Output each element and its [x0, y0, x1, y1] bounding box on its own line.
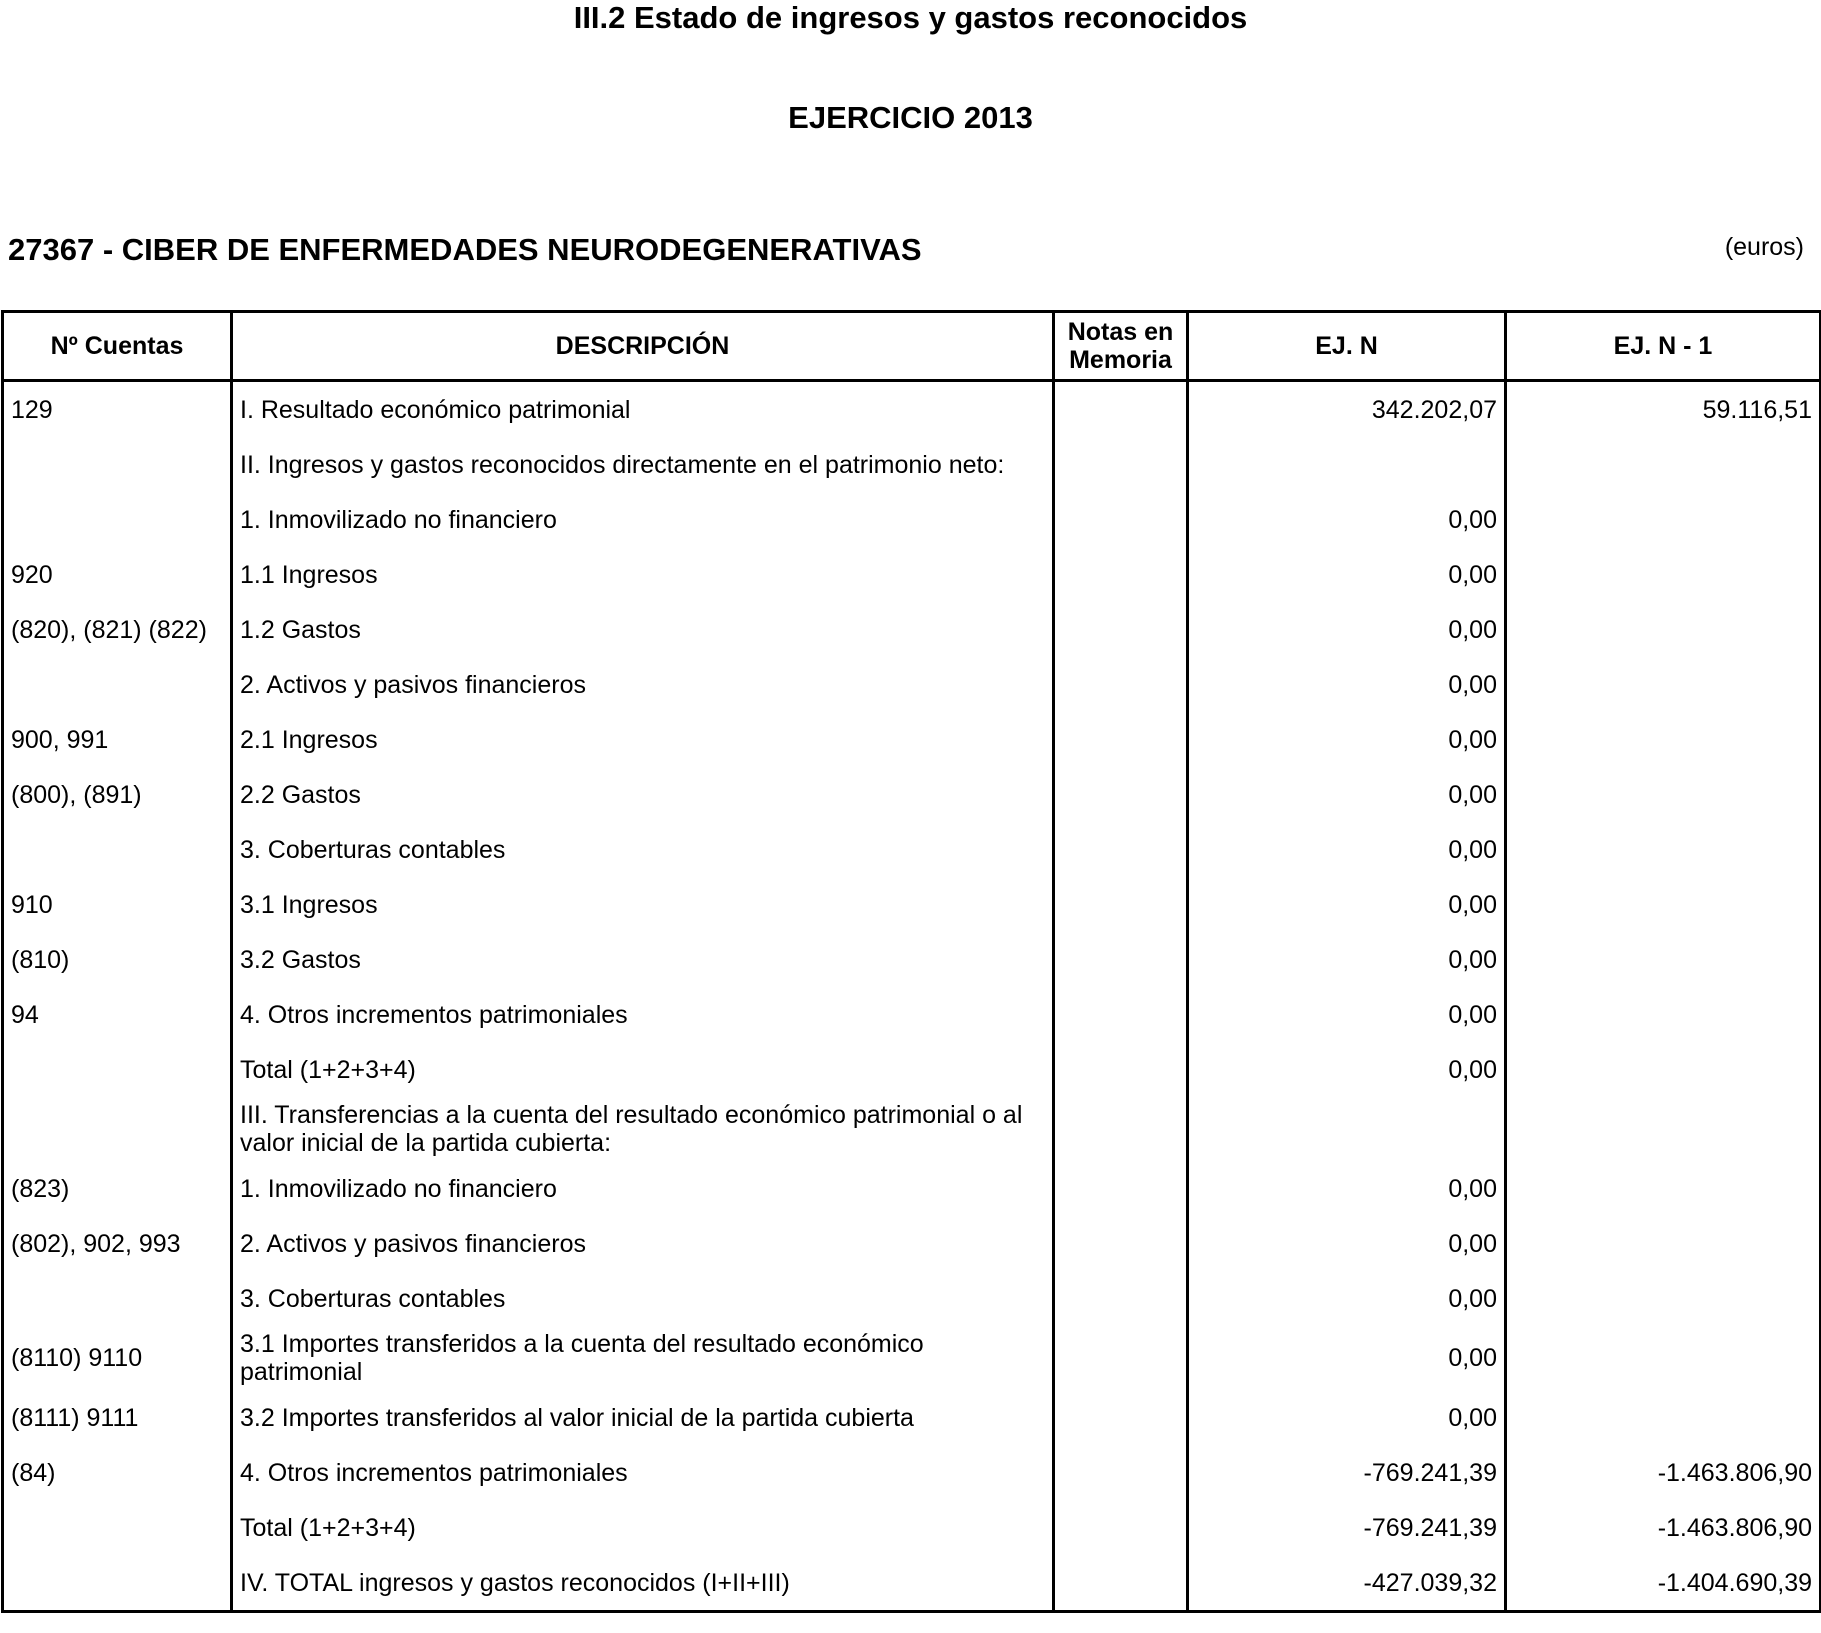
cell-current-year: 0,00	[1188, 712, 1506, 767]
cell-current-year	[1188, 1097, 1506, 1161]
cell-current-year: 0,00	[1188, 877, 1506, 932]
cell-notes	[1054, 1326, 1188, 1390]
cell-previous-year	[1506, 932, 1821, 987]
cell-notes	[1054, 1555, 1188, 1612]
cell-description: 3.2 Importes transferidos al valor inicial de la partida cubierta	[232, 1390, 1054, 1445]
cell-description: 3.1 Ingresos	[232, 877, 1054, 932]
currency-units: (euros)	[1724, 233, 1804, 261]
entity-name: 27367 - CIBER DE ENFERMEDADES NEURODEGENERATIVAS	[8, 232, 922, 267]
column-header-accounts: Nº Cuentas	[3, 312, 232, 381]
cell-accounts: (84)	[3, 1445, 232, 1500]
cell-accounts: (820), (821) (822)	[3, 602, 232, 657]
cell-description: 2.1 Ingresos	[232, 712, 1054, 767]
cell-previous-year	[1506, 1326, 1821, 1390]
cell-accounts	[3, 1555, 232, 1612]
cell-current-year: 0,00	[1188, 767, 1506, 822]
cell-accounts	[3, 657, 232, 712]
table-row	[3, 1555, 1821, 1612]
cell-notes	[1054, 1390, 1188, 1445]
cell-previous-year: 59.116,51	[1506, 381, 1821, 438]
cell-previous-year	[1506, 1390, 1821, 1445]
cell-current-year: -769.241,39	[1188, 1445, 1506, 1500]
cell-current-year: 0,00	[1188, 1161, 1506, 1216]
table-row	[3, 1390, 1821, 1445]
cell-accounts	[3, 1500, 232, 1555]
cell-previous-year	[1506, 657, 1821, 712]
cell-previous-year	[1506, 547, 1821, 602]
cell-notes	[1054, 987, 1188, 1042]
cell-notes	[1054, 602, 1188, 657]
cell-accounts	[3, 1271, 232, 1326]
cell-previous-year	[1506, 1271, 1821, 1326]
cell-notes	[1054, 437, 1188, 492]
cell-previous-year	[1506, 1216, 1821, 1271]
cell-current-year: -427.039,32	[1188, 1555, 1506, 1612]
cell-current-year	[1188, 437, 1506, 492]
cell-accounts	[3, 492, 232, 547]
cell-current-year: 0,00	[1188, 1326, 1506, 1390]
cell-description: 3. Coberturas contables	[232, 822, 1054, 877]
cell-current-year: 0,00	[1188, 492, 1506, 547]
cell-notes	[1054, 1500, 1188, 1555]
table-row	[3, 877, 1821, 932]
table-row	[3, 547, 1821, 602]
cell-description: 3. Coberturas contables	[232, 1271, 1054, 1326]
cell-previous-year	[1506, 877, 1821, 932]
cell-current-year: 0,00	[1188, 1216, 1506, 1271]
cell-previous-year: -1.463.806,90	[1506, 1445, 1821, 1500]
table-row	[3, 1097, 1821, 1161]
cell-description: 1. Inmovilizado no financiero	[232, 1161, 1054, 1216]
cell-previous-year	[1506, 437, 1821, 492]
cell-current-year: -769.241,39	[1188, 1500, 1506, 1555]
cell-current-year: 0,00	[1188, 822, 1506, 877]
table-row	[3, 987, 1821, 1042]
table-row	[3, 712, 1821, 767]
cell-previous-year: -1.404.690,39	[1506, 1555, 1821, 1612]
cell-current-year: 0,00	[1188, 657, 1506, 712]
table-row	[3, 1271, 1821, 1326]
table-body	[3, 381, 1821, 1612]
cell-description: I. Resultado económico patrimonial	[232, 381, 1054, 438]
cell-accounts: (802), 902, 993	[3, 1216, 232, 1271]
cell-previous-year: -1.463.806,90	[1506, 1500, 1821, 1555]
table-row	[3, 1500, 1821, 1555]
table-row	[3, 1216, 1821, 1271]
fiscal-year-title: EJERCICIO 2013	[788, 100, 1033, 135]
cell-description: 3.2 Gastos	[232, 932, 1054, 987]
cell-description: Total (1+2+3+4)	[232, 1500, 1054, 1555]
cell-current-year: 342.202,07	[1188, 381, 1506, 438]
cell-description: 2. Activos y pasivos financieros	[232, 657, 1054, 712]
cell-current-year: 0,00	[1188, 1390, 1506, 1445]
cell-current-year: 0,00	[1188, 932, 1506, 987]
table-row	[3, 381, 1821, 438]
table-row	[3, 657, 1821, 712]
cell-description: Total (1+2+3+4)	[232, 1042, 1054, 1097]
cell-description: 3.1 Importes transferidos a la cuenta del resultado económico patrimonial	[232, 1326, 1054, 1390]
cell-accounts: 129	[3, 381, 232, 438]
cell-accounts: (823)	[3, 1161, 232, 1216]
table-row	[3, 1042, 1821, 1097]
cell-previous-year	[1506, 767, 1821, 822]
table-row	[3, 1445, 1821, 1500]
income-expense-statement-table	[1, 310, 1821, 1613]
cell-description: 4. Otros incrementos patrimoniales	[232, 987, 1054, 1042]
cell-current-year: 0,00	[1188, 602, 1506, 657]
cell-notes	[1054, 1271, 1188, 1326]
table-row	[3, 492, 1821, 547]
cell-description: 1. Inmovilizado no financiero	[232, 492, 1054, 547]
cell-notes	[1054, 822, 1188, 877]
cell-current-year: 0,00	[1188, 547, 1506, 602]
cell-accounts	[3, 437, 232, 492]
cell-description: 2. Activos y pasivos financieros	[232, 1216, 1054, 1271]
cell-description: 1.2 Gastos	[232, 602, 1054, 657]
cell-current-year: 0,00	[1188, 1271, 1506, 1326]
table-row	[3, 767, 1821, 822]
cell-notes	[1054, 547, 1188, 602]
cell-notes	[1054, 492, 1188, 547]
cell-previous-year	[1506, 987, 1821, 1042]
cell-accounts: 900, 991	[3, 712, 232, 767]
column-header-previous-year: EJ. N - 1	[1506, 312, 1821, 381]
cell-previous-year	[1506, 492, 1821, 547]
cell-notes	[1054, 1445, 1188, 1500]
page-title: III.2 Estado de ingresos y gastos reconocidos	[573, 0, 1248, 35]
cell-notes	[1054, 1161, 1188, 1216]
cell-description: 4. Otros incrementos patrimoniales	[232, 1445, 1054, 1500]
cell-description: III. Transferencias a la cuenta del resultado económico patrimonial o al valor inicial de la partida cubierta:	[232, 1097, 1054, 1161]
cell-accounts	[3, 822, 232, 877]
column-header-description: DESCRIPCIÓN	[232, 312, 1054, 381]
column-header-notes: Notas en Memoria	[1054, 312, 1188, 381]
cell-accounts	[3, 1097, 232, 1161]
cell-notes	[1054, 1216, 1188, 1271]
cell-description: 1.1 Ingresos	[232, 547, 1054, 602]
table-row	[3, 822, 1821, 877]
cell-current-year: 0,00	[1188, 1042, 1506, 1097]
cell-previous-year	[1506, 1161, 1821, 1216]
cell-previous-year	[1506, 822, 1821, 877]
cell-notes	[1054, 1042, 1188, 1097]
cell-accounts: (8111) 9111	[3, 1390, 232, 1445]
table-row	[3, 437, 1821, 492]
cell-previous-year	[1506, 602, 1821, 657]
cell-accounts	[3, 1042, 232, 1097]
table-row	[3, 932, 1821, 987]
cell-description: IV. TOTAL ingresos y gastos reconocidos (I+II+III)	[232, 1555, 1054, 1612]
cell-accounts: (800), (891)	[3, 767, 232, 822]
table-row	[3, 1161, 1821, 1216]
cell-notes	[1054, 712, 1188, 767]
table-header-row	[3, 312, 1821, 381]
cell-description: 2.2 Gastos	[232, 767, 1054, 822]
table-row	[3, 1326, 1821, 1390]
cell-notes	[1054, 381, 1188, 438]
cell-previous-year	[1506, 1097, 1821, 1161]
cell-previous-year	[1506, 1042, 1821, 1097]
cell-notes	[1054, 877, 1188, 932]
cell-accounts: (8110) 9110	[3, 1326, 232, 1390]
cell-notes	[1054, 657, 1188, 712]
cell-accounts: 94	[3, 987, 232, 1042]
column-header-current-year: EJ. N	[1188, 312, 1506, 381]
cell-previous-year	[1506, 712, 1821, 767]
cell-accounts: (810)	[3, 932, 232, 987]
cell-accounts: 920	[3, 547, 232, 602]
cell-notes	[1054, 767, 1188, 822]
cell-notes	[1054, 932, 1188, 987]
cell-current-year: 0,00	[1188, 987, 1506, 1042]
cell-description: II. Ingresos y gastos reconocidos directamente en el patrimonio neto:	[232, 437, 1054, 492]
cell-accounts: 910	[3, 877, 232, 932]
table-row	[3, 602, 1821, 657]
cell-notes	[1054, 1097, 1188, 1161]
